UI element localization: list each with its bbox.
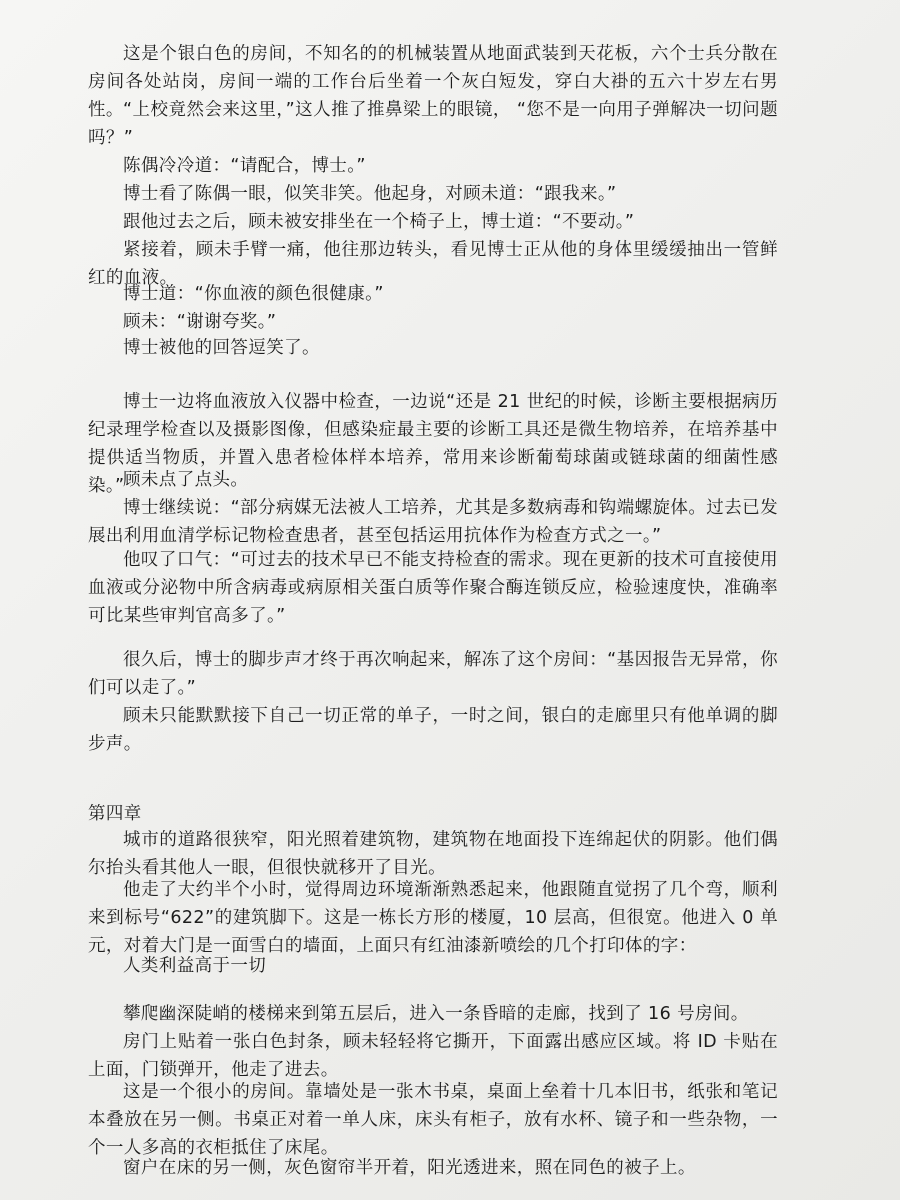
paragraph-serology: 博士继续说：“部分病媒无法被人工培养，尤其是多数病毒和钩端螺旋体。过去已发展出利用血清学标记物检查患者，甚至包括运用抗体作为检查方式之一。”	[88, 498, 778, 546]
paragraph-chen-ou-reply: 陈偶冷冷道：“请配合，博士。”	[123, 156, 366, 176]
paragraph-doctor-follow: 博士看了陈偶一眼，似笑非笑。他起身，对顾未道：“跟我来。”	[123, 184, 617, 204]
paragraph-gene-report: 很久后，博士的脚步声才终于再次响起来，解冻了这个房间：“基因报告无异常，你们可以走了。”	[88, 650, 778, 698]
paragraph-diagnosis-history: 博士一边将血液放入仪器中检查，一边说“还是 21 世纪的时候，诊断主要根据病历纪录理学检查以及摄影图像，但感染症最主要的诊断工具还是微生物培养，在培养基中提供适当物质，并置入患者检体样本培养，常用来诊断葡萄球菌或链球菌的细菌性感染。”	[88, 392, 778, 496]
paragraph-wall-slogan: 人类利益高于一切	[123, 956, 267, 976]
paragraph-silver-corridor: 顾未只能默默接下自己一切正常的单子，一时之间，银白的走廊里只有他单调的脚步声。	[88, 706, 778, 754]
paragraph-building-622: 他走了大约半个小时，觉得周边环境渐渐熟悉起来，他跟随直觉拐了几个弯，顺利来到标号“622”的建筑脚下。这是一栋长方形的楼厦，10 层高，但很宽。他进入 0 单元，对着大门是一面雪白的墙面，上面只有红油漆新喷绘的几个打印体的字：	[88, 880, 778, 956]
paragraph-thanks: 顾未：“谢谢夸奖。”	[123, 312, 277, 332]
paragraph-healthy-blood: 博士道：“你血液的颜色很健康。”	[123, 284, 384, 304]
paragraph-small-room: 这是一个很小的房间。靠墙处是一张木书桌，桌面上垒着十几本旧书，纸张和笔记本叠放在另一侧。书桌正对着一单人床，床头有柜子，放有水杯、镜子和一些杂物，一个一人多高的衣柜抵住了床尾。	[88, 1082, 778, 1158]
paragraph-fifth-floor: 攀爬幽深陡峭的楼梯来到第五层后，进入一条昏暗的走廊，找到了 16 号房间。	[123, 1004, 749, 1024]
paragraph-new-technology: 他叹了口气：“可过去的技术早已不能支持检查的需求。现在更新的技术可直接使用血液或分泌物中所含病毒或病原相关蛋白质等作聚合酶连锁反应，检验速度快，准确率可比某些审判官高多了。”	[88, 550, 778, 626]
paragraph-door-seal: 房门上贴着一张白色封条，顾未轻轻将它撕开，下面露出感应区域。将 ID 卡贴在上面，门锁弹开，他走了进去。	[88, 1032, 778, 1080]
paragraph-dont-move: 跟他过去之后，顾未被安排坐在一个椅子上，博士道：“不要动。”	[123, 212, 635, 232]
paragraph-colonel-remark: “上校竟然会来这里，”这人推了推鼻梁上的眼镜， “您不是一向用子弹解决一切问题吗？”	[88, 100, 778, 148]
paragraph-city-streets: 城市的道路很狭窄，阳光照着建筑物，建筑物在地面投下连绵起伏的阴影。他们偶尔抬头看其他人一眼，但很快就移开了目光。	[88, 830, 778, 878]
paragraph-silver-room: 这是个银白色的房间，不知名的的机械装置从地面武装到天花板，六个士兵分散在房间各处站岗，房间一端的工作台后坐着一个灰白短发，穿白大褂的五六十岁左右男性。	[88, 44, 778, 120]
paragraph-nod: 顾未点了点头。	[123, 470, 249, 490]
paragraph-doctor-laughs: 博士被他的回答逗笑了。	[123, 338, 320, 358]
paragraph-window-curtain: 窗户在床的另一侧，灰色窗帘半开着，阳光透进来，照在同色的被子上。	[123, 1158, 696, 1178]
chapter-heading: 第四章	[88, 804, 142, 824]
paragraph-blood-draw: 紧接着，顾未手臂一痛，他往那边转头，看见博士正从他的身体里缓缓抽出一管鲜红的血液。	[88, 240, 778, 288]
